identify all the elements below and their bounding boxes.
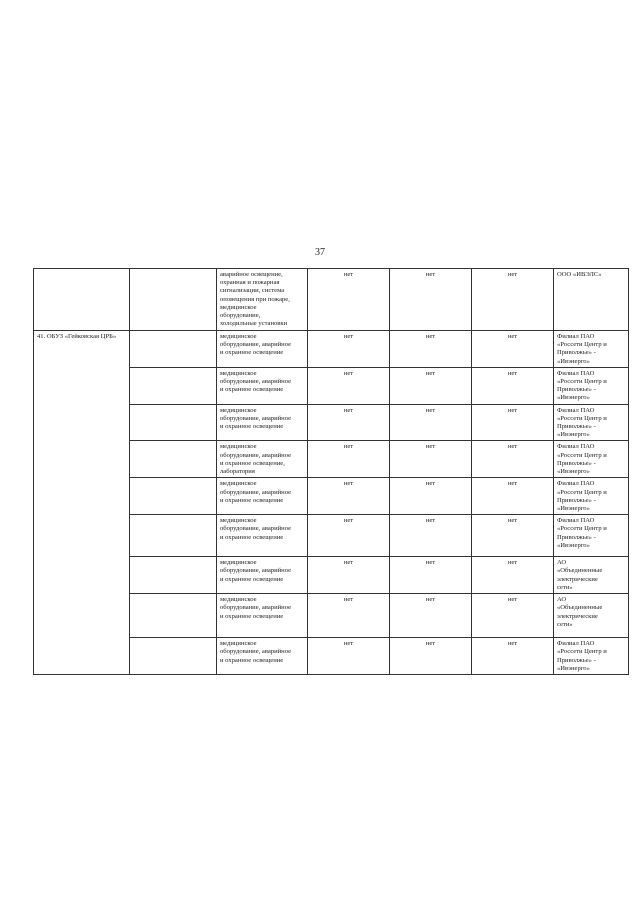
purpose-cell: медицинское оборудование, аварийное и охранное освещение — [217, 557, 308, 594]
value-cell: нет — [390, 594, 472, 638]
value-cell: нет — [308, 331, 390, 368]
value-cell: нет — [472, 441, 554, 478]
purpose-cell: медицинское оборудование, аварийное и охранное освещение — [217, 478, 308, 515]
value-cell: нет — [390, 515, 472, 557]
value-cell: нет — [390, 269, 472, 331]
org-cell: 41. ОБУЗ «Гейковская ЦРБ» — [34, 331, 130, 675]
value-cell: нет — [308, 269, 390, 331]
supplier-cell: Филиал ПАО «Россети Центр и Приволжье» - «Ивэнерго» — [554, 331, 629, 368]
purpose-cell: медицинское оборудование, аварийное и охранное освещение — [217, 594, 308, 638]
purpose-cell: медицинское оборудование, аварийное и охранное освещение — [217, 367, 308, 404]
supplier-cell: Филиал ПАО «Россети Центр и Приволжье» - «Ивэнерго» — [554, 367, 629, 404]
value-cell: нет — [472, 594, 554, 638]
value-cell: нет — [472, 331, 554, 368]
purpose-cell: медицинское оборудование, аварийное и охранное освещение — [217, 404, 308, 441]
object-cell — [130, 557, 217, 594]
supplier-cell: Филиал ПАО «Россети Центр и Приволжье» - «Ивэнерго» — [554, 478, 629, 515]
object-cell — [130, 367, 217, 404]
value-cell: нет — [308, 404, 390, 441]
object-cell — [130, 515, 217, 557]
page-number: 37 — [315, 247, 325, 258]
table-row — [34, 269, 629, 331]
object-cell — [130, 478, 217, 515]
org-cell-empty — [34, 269, 130, 331]
object-cell — [130, 638, 217, 675]
supplier-cell: Филиал ПАО «Россети Центр и Приволжье» - «Ивэнерго» — [554, 404, 629, 441]
value-cell: нет — [472, 404, 554, 441]
table-row — [34, 331, 629, 368]
value-cell: нет — [390, 638, 472, 675]
value-cell: нет — [472, 367, 554, 404]
value-cell: нет — [472, 478, 554, 515]
supplier-cell: ООО «ИВЭЛС» — [554, 269, 629, 331]
purpose-cell: медицинское оборудование, аварийное и охранное освещение — [217, 638, 308, 675]
supplier-cell: АО «Объединенные электрические сети» — [554, 557, 629, 594]
value-cell: нет — [308, 515, 390, 557]
purpose-cell: медицинское оборудование, аварийное и охранное освещение — [217, 515, 308, 557]
value-cell: нет — [308, 441, 390, 478]
value-cell: нет — [472, 638, 554, 675]
value-cell: нет — [390, 557, 472, 594]
supplier-cell: АО «Объединенные электрические сети» — [554, 594, 629, 638]
value-cell: нет — [472, 515, 554, 557]
equipment-table — [33, 268, 629, 675]
supplier-cell: Филиал ПАО «Россети Центр и Приволжье» - «Ивэнерго» — [554, 638, 629, 675]
value-cell: нет — [308, 557, 390, 594]
value-cell: нет — [472, 557, 554, 594]
purpose-cell: медицинское оборудование, аварийное и охранное освещение, лаборатория — [217, 441, 308, 478]
object-cell — [130, 269, 217, 331]
value-cell: нет — [390, 404, 472, 441]
value-cell: нет — [390, 331, 472, 368]
value-cell: нет — [308, 478, 390, 515]
value-cell: нет — [308, 594, 390, 638]
value-cell: нет — [390, 367, 472, 404]
object-cell — [130, 441, 217, 478]
supplier-cell: Филиал ПАО «Россети Центр и Приволжье» - «Ивэнерго» — [554, 441, 629, 478]
value-cell: нет — [308, 638, 390, 675]
purpose-cell: аварийное освещение, охранная и пожарная сигнализации, система оповещения при пожаре, медицинское оборудование, холодильные установки — [217, 269, 308, 331]
purpose-cell: медицинское оборудование, аварийное и охранное освещение — [217, 331, 308, 368]
supplier-cell: Филиал ПАО «Россети Центр и Приволжье» - «Ивэнерго» — [554, 515, 629, 557]
object-cell — [130, 404, 217, 441]
value-cell: нет — [390, 478, 472, 515]
value-cell: нет — [308, 367, 390, 404]
value-cell: нет — [390, 441, 472, 478]
object-cell — [130, 331, 217, 368]
value-cell: нет — [472, 269, 554, 331]
object-cell — [130, 594, 217, 638]
